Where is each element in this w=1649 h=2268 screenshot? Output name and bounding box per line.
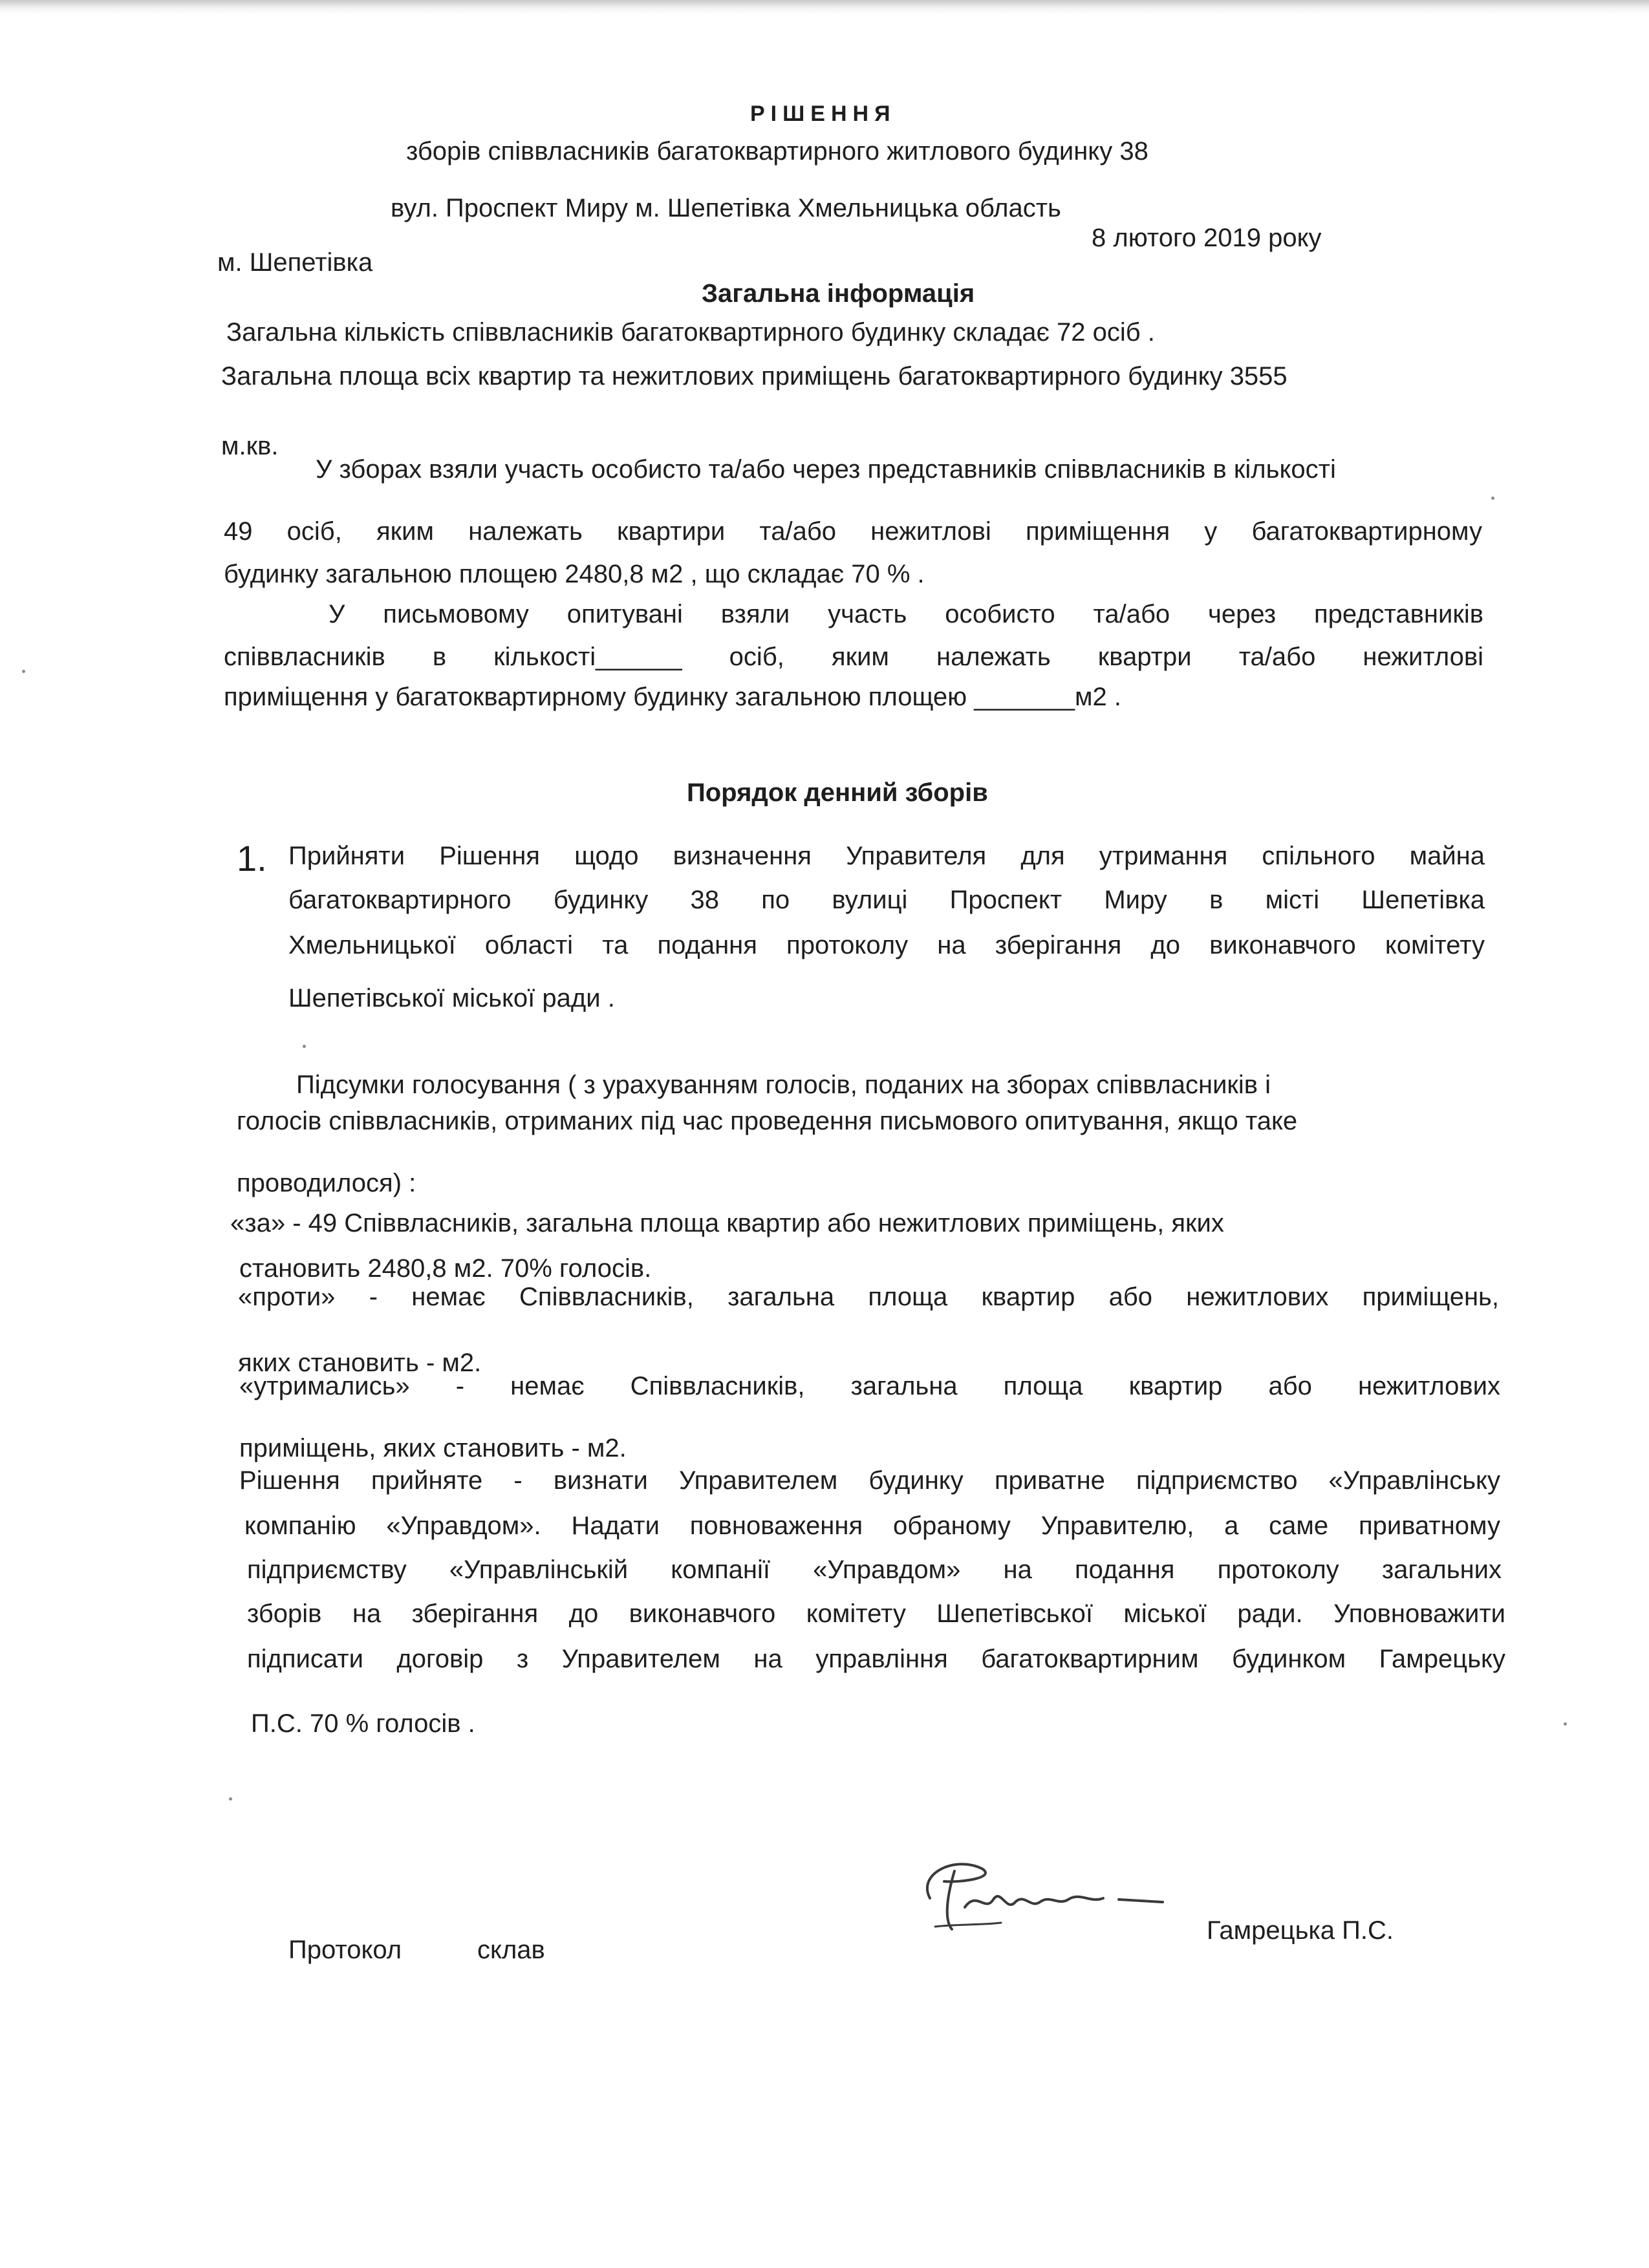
- agenda-item-line-4: Шепетівської міської ради .: [288, 984, 615, 1012]
- decision-line-6: П.С. 70 % голосів .: [251, 1709, 475, 1738]
- general-info-line-8: співвласників в кількості______ осіб, яким належать квартри та/або нежитлові: [224, 643, 1483, 671]
- scan-speck: [1564, 1722, 1567, 1726]
- general-info-line-2: Загальна площа всіх квартир та нежитлових приміщень багатоквартирного будинку 3555: [221, 362, 1288, 390]
- document-subtitle-line-2: вул. Проспект Миру м. Шепетівка Хмельницька область: [391, 194, 1061, 222]
- general-info-line-7: У письмовому опитувані взяли участь особисто та/або через представників: [329, 600, 1483, 628]
- document-subtitle-line-1: зборів співвласників багатоквартирного житлового будинку 38: [406, 137, 1148, 166]
- vote-against-line-1: «проти» - немає Співвласників, загальна площа квартир або нежитлових приміщень,: [238, 1283, 1499, 1311]
- vote-for-line-2: становить 2480,8 м2. 70% голосів.: [239, 1254, 652, 1283]
- handwritten-signature: [905, 1844, 1177, 1947]
- scan-speck: [1491, 497, 1494, 500]
- compiled-by-label: склав: [477, 1936, 545, 1964]
- vote-for-line-1: «за» - 49 Співвласників, загальна площа квартир або нежитлових приміщень, яких: [230, 1209, 1224, 1237]
- decision-line-2: компанію «Управдом». Надати повноваження обраному Управителю, а саме приватному: [244, 1512, 1500, 1540]
- scan-speck: [303, 1045, 306, 1048]
- decision-line-4: зборів на зберігання до виконавчого комітету Шепетівської міської ради. Уповноважити: [247, 1599, 1505, 1628]
- results-line-2: голосів співвласників, отриманих під час проведення письмового опитування, якщо таке: [237, 1107, 1298, 1135]
- general-info-line-5: 49 осіб, яким належать квартири та/або нежитлові приміщення у багатоквартирному: [224, 517, 1482, 546]
- decision-line-1: Рішення прийняте - визнати Управителем будинку приватне підприємство «Управлінську: [239, 1466, 1500, 1495]
- scan-speck: [22, 670, 25, 673]
- agenda-item-line-2: багатоквартирного будинку 38 по вулиці Проспект Миру в місті Шепетівка: [288, 886, 1485, 914]
- document-date: 8 лютого 2019 року: [1092, 224, 1322, 252]
- general-info-line-9: приміщення у багатоквартирному будинку загальною площею _______м2 .: [224, 683, 1121, 711]
- agenda-item-number: 1.: [237, 838, 267, 879]
- signer-name: Гамрецька П.С.: [1207, 1916, 1394, 1945]
- scan-speck: [229, 1797, 232, 1801]
- general-info-line-3: м.кв.: [221, 432, 279, 460]
- vote-against-line-2: яких становить - м2.: [238, 1349, 482, 1377]
- document-title: РІШЕННЯ: [750, 102, 896, 126]
- protocol-label: Протокол: [288, 1936, 402, 1964]
- agenda-item-line-3: Хмельницької області та подання протоколу на зберігання до виконавчого комітету: [288, 931, 1485, 959]
- decision-line-3: підприємству «Управлінській компанії «Управдом» на подання протоколу загальних: [247, 1556, 1502, 1584]
- vote-abstain-line-2: приміщень, яких становить - м2.: [239, 1434, 627, 1462]
- general-info-line-4: У зборах взяли участь особисто та/або через представників співвласників в кількості: [316, 455, 1336, 484]
- general-info-line-6: будинку загальною площею 2480,8 м2 , що складає 70 % .: [224, 560, 925, 588]
- scan-edge: [0, 0, 1649, 14]
- general-info-line-1: Загальна кількість співвласників багатоквартирного будинку складає 72 осіб .: [226, 318, 1155, 347]
- agenda-item-line-1: Прийняти Рішення щодо визначення Управителя для утримання спільного майна: [288, 842, 1485, 870]
- general-info-heading: Загальна інформація: [702, 279, 975, 308]
- vote-abstain-line-1: «утримались» - немає Співвласників, загальна площа квартир або нежитлових: [239, 1372, 1500, 1400]
- results-line-1: Підсумки голосування ( з урахуванням голосів, поданих на зборах співвласників і: [296, 1071, 1271, 1099]
- decision-line-5: підписати договір з Управителем на управління багатоквартирним будинком Гамрецьку: [247, 1645, 1505, 1673]
- agenda-heading: Порядок денний зборів: [687, 778, 988, 807]
- document-city: м. Шепетівка: [217, 248, 373, 277]
- results-line-3: проводилося) :: [237, 1169, 416, 1197]
